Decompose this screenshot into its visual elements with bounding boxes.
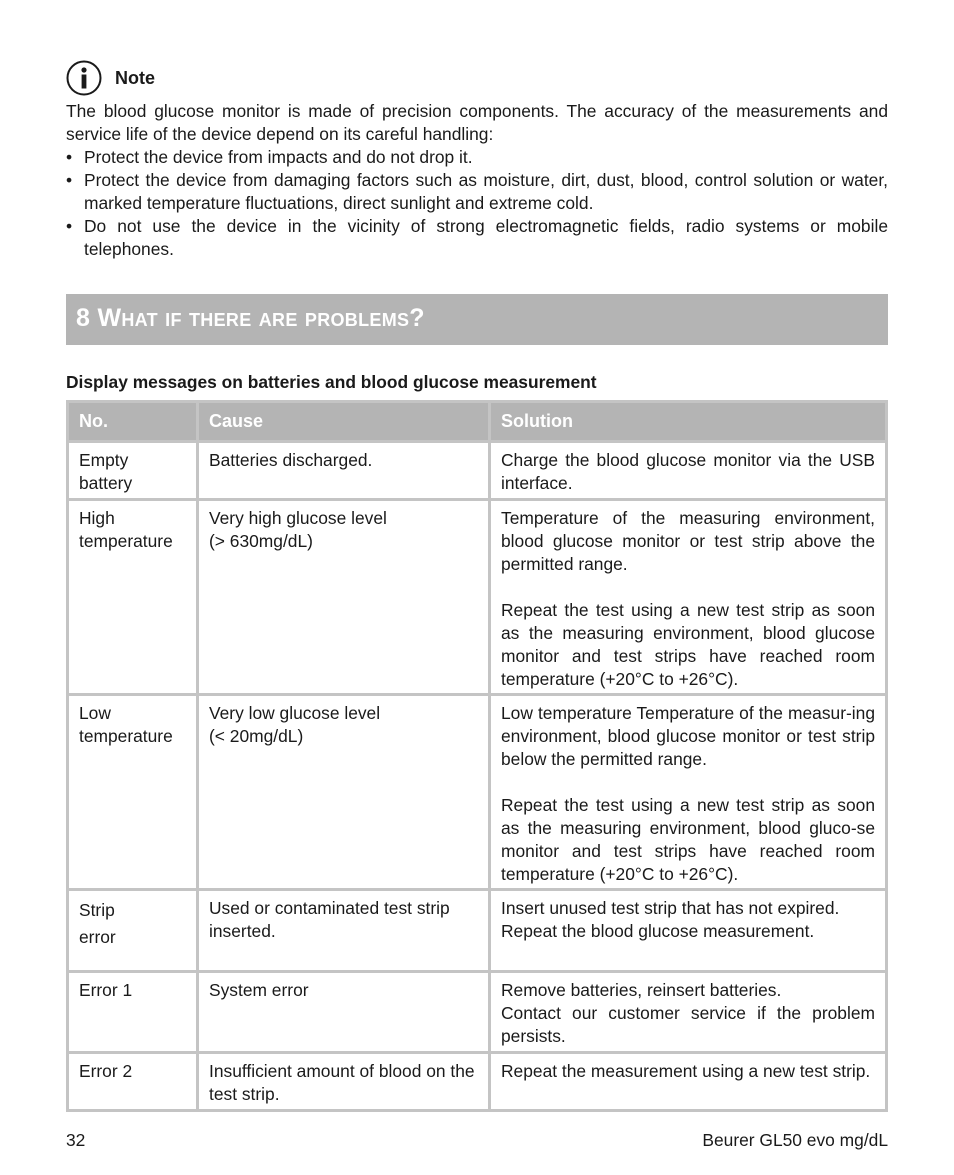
note-header — [66, 58, 155, 98]
note-title: Note — [115, 67, 155, 88]
note-body — [66, 100, 888, 261]
note-bullet: • Do not use the device in the vicinity of strong electromagnetic fields, radio systems or mobile telephones. — [66, 215, 888, 261]
cell-no: High temperature — [68, 500, 198, 695]
footer-model: Beurer GL50 evo mg/dL — [702, 1130, 888, 1150]
table-row — [68, 500, 887, 695]
cell-cause: Insufficient amount of blood on the test strip. — [198, 1053, 490, 1111]
table-row — [68, 890, 887, 972]
table-row — [68, 695, 887, 890]
table-row — [68, 442, 887, 500]
cell-solution: Temperature of the measuring environment, blood glucose monitor or test strip above the permitted range. Repeat the test using a new test strip as soon as the measuring environment, blood glucose monitor and test strips have reached room temperature (+20°C to +26°C). — [490, 500, 887, 695]
header-no: No. — [68, 402, 198, 442]
cell-no: Empty battery — [68, 442, 198, 500]
cell-cause: System error — [198, 972, 490, 1053]
note-intro: The blood glucose monitor is made of precision components. The accuracy of the measurements and service life of the device depend on its careful handling: — [66, 101, 888, 144]
cell-no: Error 1 — [68, 972, 198, 1053]
note-bullet: • Protect the device from damaging factors such as moisture, dirt, dust, blood, control solution or water, marked temperature fluctuations, direct sunlight and extreme cold. — [66, 169, 888, 215]
cell-cause: Very high glucose level (> 630mg/dL) — [198, 500, 490, 695]
table-header-row — [68, 402, 887, 442]
cell-cause: Used or contaminated test strip inserted. — [198, 890, 490, 972]
header-solution: Solution — [490, 402, 887, 442]
display-messages-table — [66, 400, 888, 1112]
cell-no: Low temperature — [68, 695, 198, 890]
note-bullet-list — [66, 146, 888, 261]
table-row — [68, 972, 887, 1053]
cell-cause: Very low glucose level (< 20mg/dL) — [198, 695, 490, 890]
table-row — [68, 1053, 887, 1111]
cell-solution: Insert unused test strip that has not expired. Repeat the blood glucose measurement. — [490, 890, 887, 972]
cell-no: Strip error — [68, 890, 198, 972]
cell-solution: Remove batteries, reinsert batteries. Contact our customer service if the problem persists. — [490, 972, 887, 1053]
table-heading: Display messages on batteries and blood glucose measurement — [66, 372, 597, 392]
page-number: 32 — [66, 1130, 86, 1150]
section-heading-bar — [66, 294, 888, 345]
section-title: 8 What if there are problems? — [76, 304, 425, 332]
note-bullet: • Protect the device from impacts and do not drop it. — [66, 146, 888, 169]
cell-no: Error 2 — [68, 1053, 198, 1111]
cell-solution: Charge the blood glucose monitor via the USB interface. — [490, 442, 887, 500]
cell-solution: Repeat the measurement using a new test strip. — [490, 1053, 887, 1111]
cell-solution: Low temperature Temperature of the measur-ing environment, blood glucose monitor or test strip below the permitted range. Repeat the test using a new test strip as soon as the measuring environment, blood gluco-se monitor and test strips have reached room temperature (+20°C to +26°C). — [490, 695, 887, 890]
cell-cause: Batteries discharged. — [198, 442, 490, 500]
header-cause: Cause — [198, 402, 490, 442]
info-icon — [66, 60, 102, 96]
